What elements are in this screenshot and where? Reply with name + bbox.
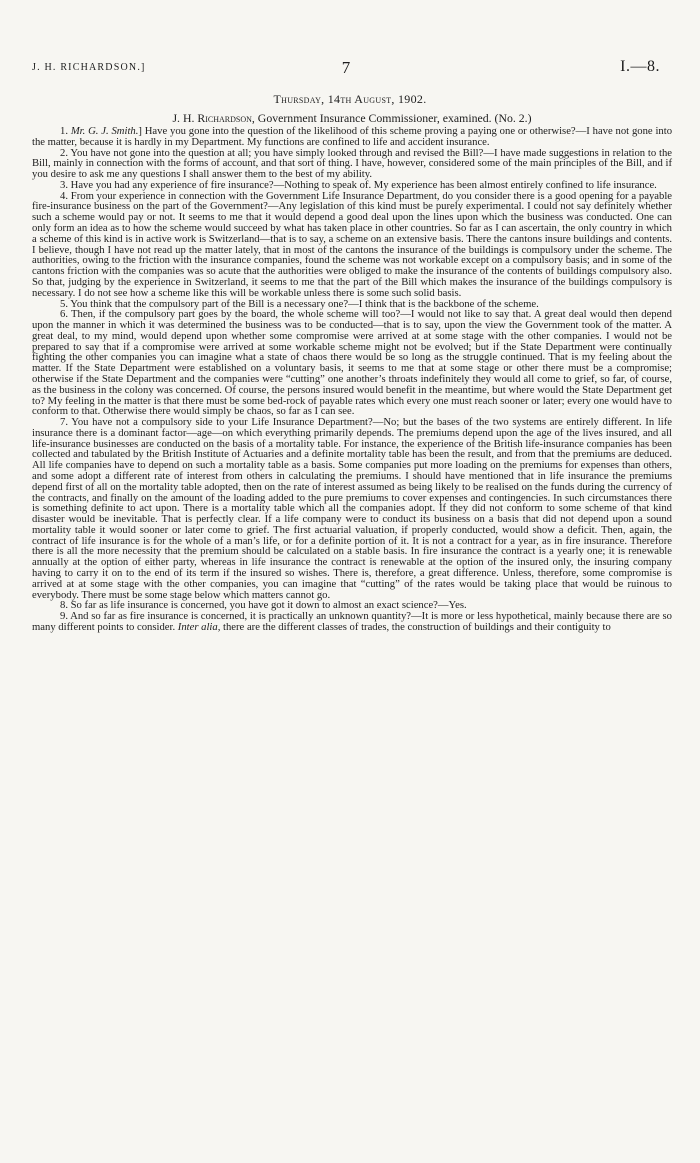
question-paragraph: 8. So far as life insurance is concerned, you have got it down to almost an exact science?—Yes. <box>60 600 467 612</box>
question-paragraph: 1. Mr. G. J. Smith.] Have you gone into the question of the likelihood of this scheme proving a paying one or otherwise?—I have not gone into the matter, because it is hardly in my Department. My functions are confined to life and accident insurance. <box>32 126 673 148</box>
question-paragraph: 2. You have not gone into the question at all; you have simply looked through and revised the Bill?—I have made suggestions in relation to the Bill, mainly in connection with the forms of account, and that sort of thing. I have, however, considered some of the main principles of the Bill, and if you desire to ask me any questions I shall answer them to the best of my ability. <box>32 147 672 181</box>
question-paragraph: 9. And so far as fire insurance is concerned, it is practically an unknown quantity?—It is more or less hypothetical, mainly because there are so many different points to consider. Inter alia, there are the different classes of trades, the construction of buildings and their contiguity to <box>32 611 672 633</box>
header-witness-name: J. H. RICHARDSON.] <box>32 62 146 73</box>
question-paragraph: 4. From your experience in connection with the Government Life Insurance Department, do you consider there is a good opening for a payable fire-insurance business on the part of the Government?—Any legislation of this kind must be purely experimental. I could not say definitely whether such a scheme would pay or not. It seems to me that it would depend a good deal upon the lines upon which the business was conducted. One can only form an idea as to how the scheme would succeed by what has taken place in other countries. So far as I can ascertain, the only country in which a scheme of this kind is in active work is Switzerland—that is to say, a scheme on an extensive basis. There the cantons insure buildings and contents. I believe, though I have not read up the matter lately, that in most of the cantons the insurance of the buildings is compulsory under the scheme. The authorities, owing to the friction with the insurance companies, found the scheme was not workable except on a compulsory basis; and in some of the cantons friction with the companies was so acute that the authorities were obliged to make the insurance of the contents of buildings compulsory also. So that, judging by the experience in Switzerland, it seems to me that the part of the Bill which makes the insurance of the buildings compulsory is necessary. I do not see how a scheme like this will be workable unless there is some such solid basis. <box>32 190 672 299</box>
witness-name: J. H. Richardson, <box>172 111 255 125</box>
question-paragraph: 5. You think that the compulsory part of the Bill is a necessary one?—I think that is the backbone of the scheme. <box>60 298 539 310</box>
question-paragraph: 3. Have you had any experience of fire insurance?—Nothing to speak of. My experience has been almost entirely confined to life insurance. <box>60 179 657 191</box>
evidence-body <box>32 127 672 634</box>
question-paragraph: 7. You have not a compulsory side to your Life Insurance Department?—No; but the bases of the two systems are entirely different. In life insurance there is a dominant factor—age—on which everything primarily depends. The premiums depend upon the age of the lives insured, and all life-insurance businesses are conducted on the basis of a mortality table. For instance, the experience of the British life-insurance companies has been collected and tabulated by the British Institute of Actuaries and a definite mortality table has been the result, and from that the premiums are deduced. All life companies have to depend on such a mortality table as a basis. Some companies put more loading on the premiums for expenses than others, and some adopt a different rate of interest from others in calculating the premiums. I should have mentioned that in life insurance the premiums depend first of all on the mortality table adopted, then on the rate of interest assumed as being likely to be realised on the funds during the currency of the contracts, and finally on the amount of the loading added to the pure premiums to cover expenses and contingencies. In such circumstances there is something definite to act upon. There is a mortality table which all the companies adopt. If they did not conform to some scheme of that kind disaster would be inevitable. That is perfectly clear. If a life company were to conduct its business on a basis that did not depend upon a sound mortality table it would sooner or later come to grief. The first actuarial valuation, if properly conducted, would show a deficit. Then, again, the contract of life insurance is for the whole of a man’s life, or for a definite portion of it. It is not a contract for a year, as in fire insurance. Therefore there is all the more necessity that the premium should be calculated on a stable basis. In fire insurance the contract is a yearly one; it is renewable annually at the option of either party, whereas in life insurance the contract is renewable at the option of the insured only, the insuring company having to carry it on to the end of its term if the insured so wishes. There is, therefore, a great difference. Unless, therefore, some compromise is arrived at at some stage with the other companies, you can imagine that “cutting” of the rates would be taking place that would be ruinous to everybody. There must be some stage below which matters cannot go. <box>32 417 672 601</box>
question-paragraph: 6. Then, if the compulsory part goes by the board, the whole scheme will too?—I would not like to say that. A great deal would then depend upon the manner in which it was determined the business was to be conducted—that is to say, upon the view the Government took of the matter. A great deal, to my mind, would depend upon whether some compromise were arrived at at some stage with the other companies. I would not be prepared to say that if a compromise were arrived at some workable scheme might not be evolved; but if the State Department were continually fighting the other companies you can imagine what a state of chaos there would be so long as the struggle continued. That is my feeling about the matter. If the State Department were established on a voluntary basis, it seems to me that at some stage or other there must be a compromise; otherwise if the State Department and the companies were “cutting” one another’s throats indefinitely they would all come to grief, so far, of course, as the business in the colony was concerned. Of course, the persons insured would benefit in the meantime, but where would the State Department get to? My feeling in the matter is that there must be some bed-rock of payable rates which every one must reach sooner or later; every one would have to conform to that. Otherwise there would simply be chaos, so far as I can see. <box>32 309 672 418</box>
running-header <box>32 58 660 80</box>
witness-description: Government Insurance Commissioner, examined. (No. 2.) <box>254 111 532 125</box>
paper-reference: I.—8. <box>620 58 660 75</box>
witness-heading <box>32 111 672 126</box>
page-number: 7 <box>341 58 351 77</box>
sitting-date: Thursday, 14th August, 1902. <box>273 92 427 106</box>
